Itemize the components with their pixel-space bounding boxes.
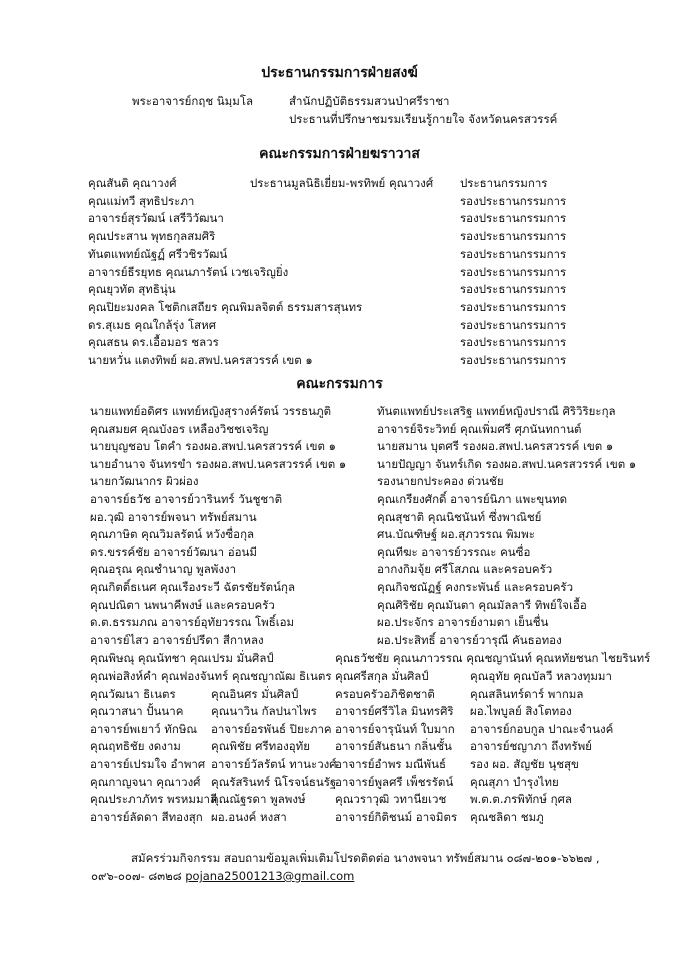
committee-member: รอง ผอ. สัญชัย นุชสุข — [470, 757, 579, 771]
lay-member-name: คุณแม่ทวี สุทธิประภา — [88, 193, 195, 208]
committee-member: ผอ.ประจักร อาจารย์งามตา เย็นชื่น — [377, 615, 549, 630]
committee-member: คุณปณิตา นพนาคีพงษ์ และครอบครัว — [90, 597, 275, 612]
committee-member: คุณวัฒนา ธิเนตร — [90, 686, 176, 701]
lay-member-name: อาจารย์ธีรยุทธ คุณนภารัตน์ เวชเจริญยิ่ง — [88, 264, 289, 279]
committee-member: อาจารย์อรพันธ์ ปิยะภาค — [211, 721, 332, 736]
committee-member: อาจารย์เปรมใจ อำพาศ — [90, 757, 206, 771]
lay-member-role: รองประธานกรรมการ — [460, 282, 567, 297]
committee-member: คุณชลิดา ชมภู — [470, 809, 544, 824]
committee-member: อาจารย์ศรีวิไล มินทรศิริ — [335, 704, 454, 719]
footer-contact-line2 — [91, 868, 354, 884]
lay-member-name: ทันตแพทย์ณัฐฏ์ ศรีวชิรวัฒน์ — [88, 246, 228, 261]
committee-member: อาจารย์พูลศรี เพ็ชรรัตน์ — [335, 774, 454, 789]
lay-member-name: คุณสธน ดร.เอื้อมอร ชลวร — [88, 335, 219, 350]
committee-member: คุณเกรียงศักดิ์ อาจารย์นิภา แพะขุนทด — [377, 492, 568, 506]
committee-member: คุณวราวุฒิ วทานียเวช — [335, 792, 447, 807]
lay-member-role: ประธานกรรมการ — [460, 176, 548, 190]
lay-member-role: รองประธานกรรมการ — [460, 317, 567, 332]
committee-member: อาจารย์อำพร มณีพันธ์ — [335, 757, 446, 771]
lay-member-name: อาจารย์สุรวัฒน์ เสรีวิวัฒนา — [88, 211, 224, 226]
committee-member: อาจารย์กอบกูล ปาณะจำนงค์ — [470, 721, 614, 736]
sangha-chair-line: ประธานที่ปรึกษาชมรมเรียนรู้กายใจ จังหวัดนครสวรรค์ — [289, 112, 558, 126]
committee-member: ผอ.ประสิทธิ์ อาจารย์วารุณี คันธอทอง — [377, 632, 562, 647]
committee-member: อาจารย์กิติชนม์ อาจมิตร — [335, 809, 458, 824]
committee-member: คุณสลินทร์ดาร์ พากมล — [470, 686, 584, 701]
committee-member: คุณนาวิน กัลปนาไพร — [211, 704, 317, 719]
committee-member: คุณพ่อสิงห์คำ คุณฟองจันทร์ คุณชญาณัฒ ธิเนตร — [90, 669, 332, 683]
committee-member: ดร.ขรรค์ชัย อาจารย์วัฒนา อ่อนมี — [90, 544, 257, 559]
committee-member: ทันตแพทย์ประเสริฐ แพทย์หญิงปราณี ศิริวิริยะกุล — [377, 404, 616, 418]
committee-member: พ.ต.ต.ภรพิทักษ์ กุศล — [470, 792, 572, 807]
lay-member-name: ดร.สุเมธ คุณใกล้รุ่ง โสหศ — [88, 317, 217, 332]
committee-member: ด.ต.ธรรมภณ อาจารย์อุทัยวรรณ โพธิ์เอม — [90, 615, 295, 630]
committee-member: อาจารย์วัลรัตน์ ทานะวงศ์ — [211, 757, 337, 771]
committee-member: อาจารย์ชญาภา ถึงทรัพย์ — [470, 739, 592, 754]
committee-member: คุณทีฆะ อาจารย์วรรณะ คนซื่อ — [377, 544, 531, 559]
committee-member: คุณธวัชชัย คุณนภาวรรณ คุณชญานันท์ คุณหทัยชนก ไชยรินทร์ — [335, 651, 651, 665]
committee-member: ครอบครัวอภิชิตชาติ — [335, 686, 435, 701]
committee-member: คุณณัฐรดา พูลพงษ์ — [211, 792, 306, 807]
committee-member: คุณพิชัย ศรีทองอุทัย — [211, 739, 310, 754]
lay-member-name: คุณประสาน พุทธกุลสมศิริ — [88, 229, 216, 244]
committee-member: คุณสุภา บำรุงไทย — [470, 774, 559, 789]
committee-member: คุณพิษณุ คุณนัทชา คุณเปรม มั่นศิลป์ — [90, 651, 274, 665]
committee-member: คุณอุทัย คุณบัลวี หลวงทุมมา — [470, 669, 612, 683]
committee-member: นายอำนาจ จันทรขำ รองผอ.สพป.นครสวรรค์ เขต ๑ — [90, 456, 347, 471]
lay-member-name: นายหวั่น แตงทิพย์ ผอ.สพป.นครสวรรค์ เขต ๑ — [88, 353, 313, 367]
committee-member: คุณอินศร มั่นศิลป์ — [211, 686, 299, 701]
committee-member: อาจารย์ไสว อาจารย์ปรีดา สีกาหลง — [90, 632, 264, 647]
committee-heading: คณะกรรมการ — [296, 376, 383, 392]
lay-member-role: รองประธานกรรมการ — [460, 335, 567, 350]
committee-member: นายปัญญา จันทร์เกิด รองผอ.สพป.นครสวรรค์ เขต ๑ — [377, 456, 637, 471]
sangha-heading: ประธานกรรมการฝ่ายสงฆ์ — [261, 65, 418, 81]
committee-member: อาจารย์จิระวิทย์ คุณเพิ่มศรี ศุภนันทกานต์ — [377, 421, 582, 436]
committee-member: คุณรัสรินทร์ นิโรจน์ธนรัฐ — [211, 774, 337, 789]
committee-member: ผอ.วุฒิ อาจารย์พจนา ทรัพย์สมาน — [90, 509, 257, 524]
committee-member: รองนายกประคอง ด่วนชัย — [377, 474, 504, 489]
committee-member: คุณประภาภัทร พรหมมาลี — [90, 792, 218, 807]
committee-member: อาจารย์จารุนันท์ ใบมาก — [335, 721, 455, 736]
sangha-chair-name: พระอาจารย์กฤช นิมฺมโล — [132, 94, 254, 108]
lay-member-name: คุณยุวทัต สุทธินุ่น — [88, 282, 176, 297]
lay-member-name: คุณปิยะมงคล โชติกเสถียร คุณพิมลจิตต์ ธรรมสารสุนทร — [88, 299, 363, 314]
committee-member: คุณศิริชัย คุณมันตา คุณมัลลารี ทิพย์ใจเอื้อ — [377, 597, 587, 612]
committee-member: อาจารย์ธวัช อาจารย์วารินทร์ วันชูชาติ — [90, 492, 283, 506]
sangha-chair-line: สำนักปฏิบัติธรรมสวนป่าศรีราชา — [289, 94, 450, 108]
committee-member: คุณศรีสกุล มั่นศิลป์ — [335, 669, 429, 683]
committee-member: คุณอรุณ คุณชำนาญ พูลพังงา — [90, 562, 237, 577]
committee-member: คุณกิตติ์ธเนศ คุณเรืองระวี ฉัตรชัยรัตน์กุล — [90, 580, 296, 594]
committee-member: อาจารย์พเยาว์ ทักษิณ — [90, 721, 198, 736]
committee-member: คุณสมยศ คุณบังอร เหลืองวิชชเจริญ — [90, 421, 269, 436]
committee-member: คุณกิจชณัฏฐ์ คงกระพันธ์ และครอบครัว — [377, 580, 574, 594]
committee-member: ผอ.ไพบูลย์ สิงโตทอง — [470, 704, 572, 719]
lay-member-role: รองประธานกรรมการ — [460, 229, 567, 244]
lay-member-org: ประธานมูลนิธิเยี่ยม-พรทิพย์ คุณาวงศ์ — [250, 176, 434, 190]
committee-member: นายสมาน บุตศรี รองผอ.สพป.นครสวรรค์ เขต ๑ — [377, 439, 614, 454]
lay-member-name: คุณสันติ คุณาวงศ์ — [88, 176, 177, 190]
committee-member: คุณกาญจนา คุณาวงศ์ — [90, 774, 201, 789]
footer-contact: สมัครร่วมกิจกรรม สอบถามข้อมูลเพิ่มเติมโปรดติดต่อ นางพจนา ทรัพย์สมาน ๐๘๗-๒๐๑-๖๖๒๗ , — [131, 851, 600, 865]
committee-member: ศน.บัณฑิษฐ์ ผอ.สุภวรรณ พิมพะ — [377, 527, 535, 542]
lay-member-role: รองประธานกรรมการ — [460, 353, 567, 367]
committee-member: นายกวัฒนากร ผิวผ่อง — [90, 474, 199, 489]
lay-member-role: รองประธานกรรมการ — [460, 211, 567, 226]
committee-member: อากงกิมจุ้ย ศรีโสภณ และครอบครัว — [377, 562, 553, 577]
committee-member: นายบุญชอบ โตคำ รองผอ.สพป.นครสวรรค์ เขต ๑ — [90, 439, 336, 454]
committee-member: คุณวาสนา ปั้นนาค — [90, 704, 184, 719]
committee-member: ผอ.อนงค์ หงสา — [211, 809, 287, 824]
email-link[interactable]: pojana25001213@gmail.com — [185, 869, 355, 883]
lay-member-role: รองประธานกรรมการ — [460, 299, 567, 314]
footer-phone: ๐๙๖-๐๐๗- ๘๓๒๘ — [91, 869, 182, 883]
committee-member: นายแพทย์อดิศร แพทย์หญิงสุรางค์รัตน์ วรรธนภูติ — [90, 404, 332, 418]
committee-member: คุณภาษิต คุณวิมลรัตน์ หวังซื่อกุล — [90, 527, 255, 542]
committee-member: คุณฤทธิชัย งดงาม — [90, 739, 181, 754]
committee-member: อาจารย์สันธนา กลิ่นชั้น — [335, 739, 452, 754]
committee-member: คุณสุชาติ คุณนิชนันท์ ซึ่งพาณิชย์ — [377, 509, 542, 524]
lay-committee-heading: คณะกรรมการฝ่ายฆราวาส — [259, 146, 420, 162]
lay-member-role: รองประธานกรรมการ — [460, 193, 567, 208]
committee-member: อาจารย์ลัดดา สีทองสุก — [90, 809, 203, 824]
lay-member-role: รองประธานกรรมการ — [460, 264, 567, 279]
lay-member-role: รองประธานกรรมการ — [460, 246, 567, 261]
